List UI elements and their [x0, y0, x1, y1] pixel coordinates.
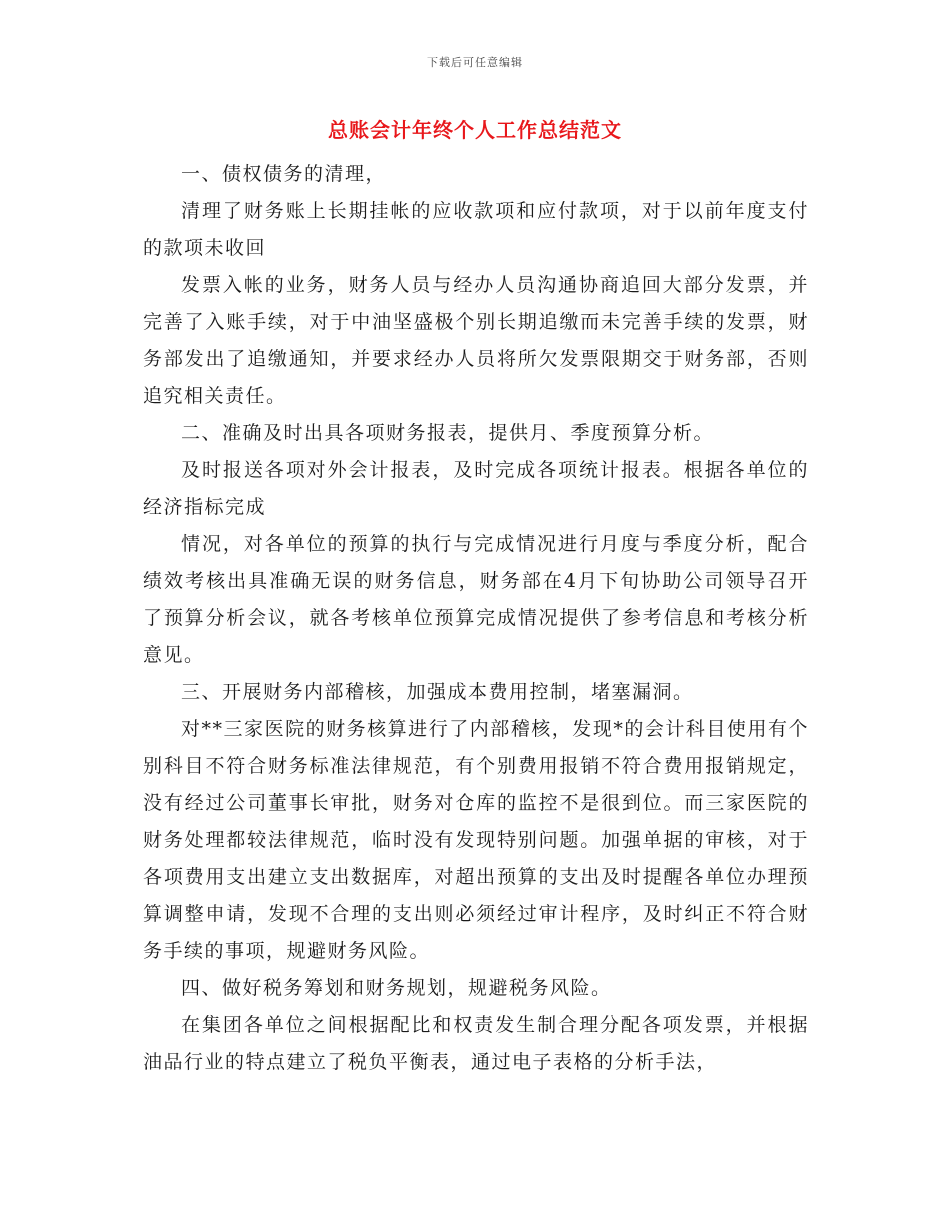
paragraph: 发票入帐的业务，财务人员与经办人员沟通协商追回大部分发票，并完善了入账手续，对于中油坚盛极个别长期追缴而未完善手续的发票，财务部发出了追缴通知，并要求经办人员将所欠发票限期交于财务部，否则追究相关责任。 [143, 274, 809, 407]
paragraph: 在集团各单位之间根据配比和权责发生制合理分配各项发票，并根据油品行业的特点建立了税负平衡表，通过电子表格的分析手法， [143, 1014, 809, 1073]
paragraph: 对**三家医院的财务核算进行了内部稽核，发现*的会计科目使用有个别科目不符合财务标准法律规范，有个别费用报销不符合费用报销规定，没有经过公司董事长审批，财务对仓库的监控不是很到位。而三家医院的财务处理都较法律规范，临时没有发现特别问题。加强单据的审核，对于各项费用支出建立支出数据库，对超出预算的支出及时提醒各单位办理预算调整申请，发现不合理的支出则必须经过审计程序，及时纠正不符合财务手续的事项，规避财务风险。 [143, 718, 809, 962]
document-body [143, 156, 809, 1081]
paragraph: 清理了财务账上长期挂帐的应收款项和应付款项，对于以前年度支付的款项未收回 [143, 200, 809, 259]
paragraph: 情况，对各单位的预算的执行与完成情况进行月度与季度分析，配合绩效考核出具准确无误的财务信息，财务部在4月下旬协助公司领导召开了预算分析会议，就各考核单位预算完成情况提供了参考信息和考核分析意见。 [143, 533, 809, 666]
paragraph-section-2-heading: 二、准确及时出具各项财务报表，提供月、季度预算分析。 [181, 422, 715, 444]
paragraph-section-1-heading: 一、债权债务的清理， [181, 163, 387, 185]
paragraph: 及时报送各项对外会计报表，及时完成各项统计报表。根据各单位的经济指标完成 [143, 459, 809, 518]
document-title: 总账会计年终个人工作总结范文 [328, 118, 622, 142]
paragraph-section-3-heading: 三、开展财务内部稽核，加强成本费用控制，堵塞漏洞。 [181, 681, 694, 703]
paragraph-section-4-heading: 四、做好税务筹划和财务规划，规避税务风险。 [181, 977, 612, 999]
page-header-note: 下载后可任意编辑 [427, 56, 523, 69]
